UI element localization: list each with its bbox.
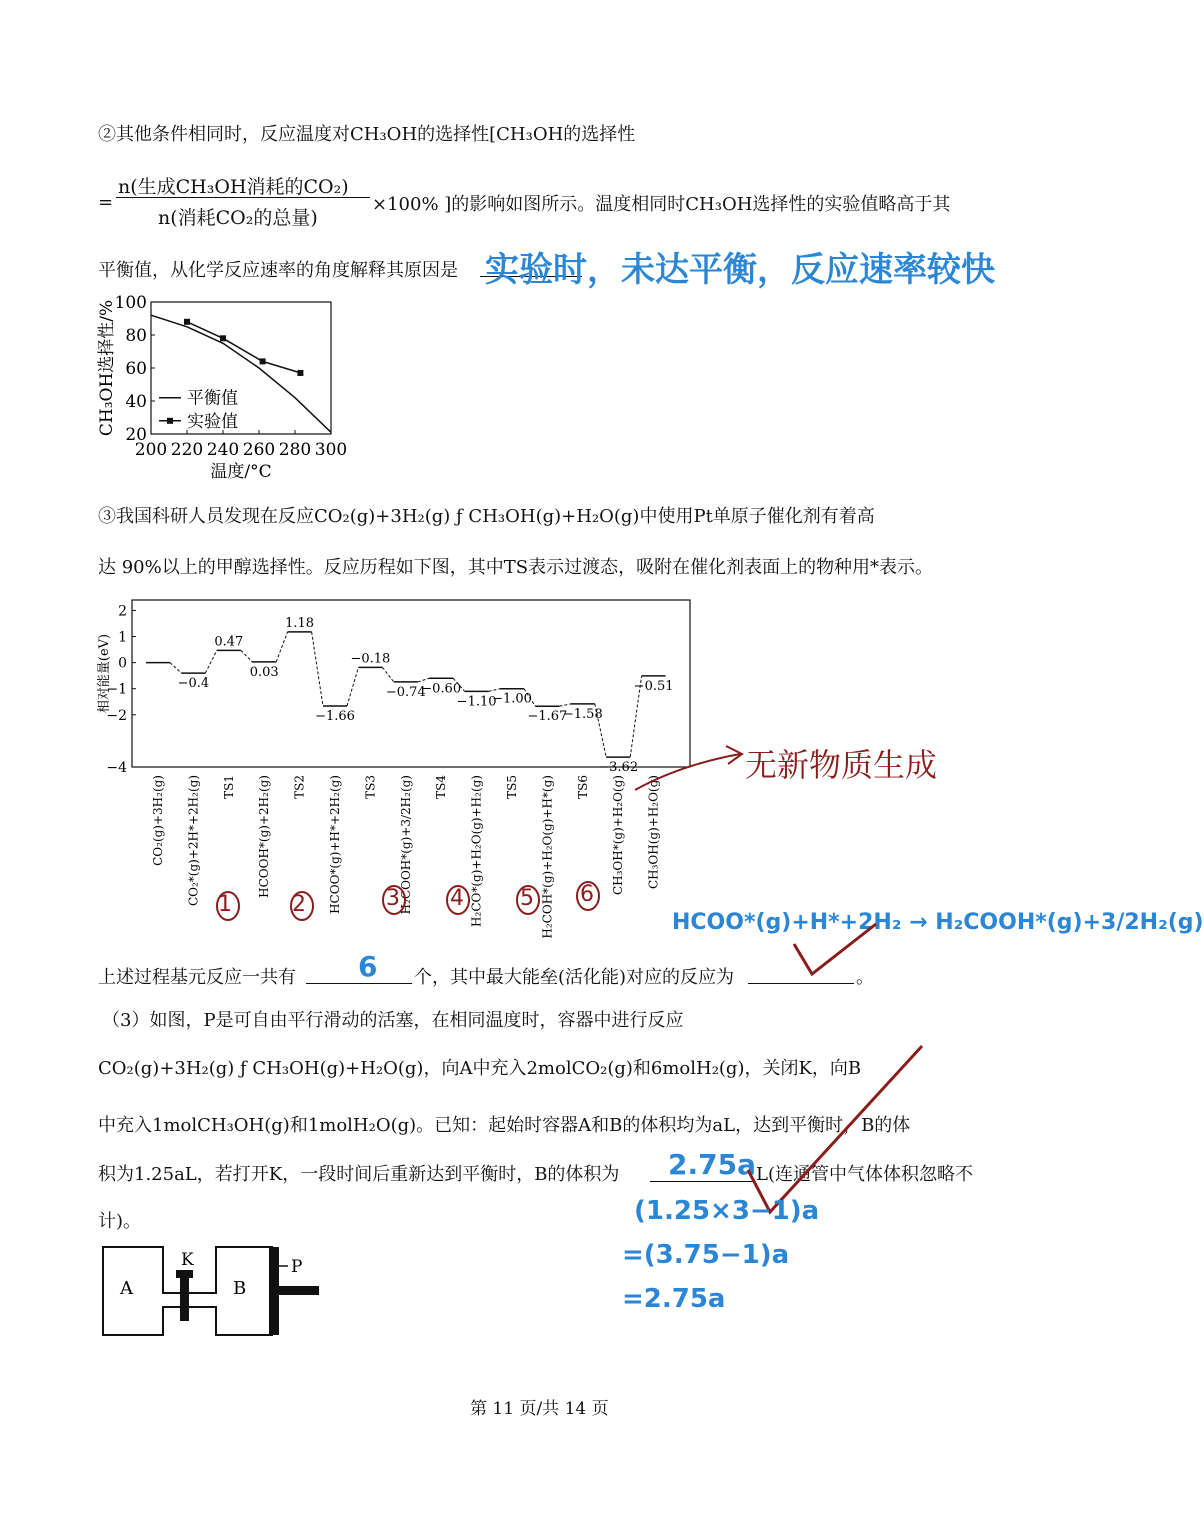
handwritten-volume: 2.75a	[668, 1148, 756, 1181]
y-tick-label: 100	[114, 293, 147, 313]
container-diagram	[100, 1240, 330, 1340]
x-tick-label: 200	[134, 440, 168, 460]
y-tick-label: 20	[125, 425, 147, 445]
category-label: H₂CO*(g)+H₂O(g)+H₂(g)	[469, 775, 484, 927]
y-tick-label: 2	[118, 603, 127, 620]
energy-connector	[312, 632, 323, 706]
label-k: K	[181, 1250, 194, 1270]
step-mark: 5	[520, 886, 534, 911]
step-mark: 1	[218, 892, 232, 917]
q4-line4-b: L(连通管中气体体积忽略不	[756, 1164, 973, 1185]
step-mark: 6	[580, 882, 594, 907]
annot-arrow-icon	[630, 740, 750, 800]
series-experiment-line	[187, 322, 300, 373]
category-label: HCOO*(g)+H*+2H₂(g)	[328, 775, 342, 914]
y-tick-label: 60	[125, 359, 147, 379]
energy-connector	[347, 667, 358, 706]
x-tick-label: 260	[242, 440, 276, 460]
blank-volume	[650, 1181, 754, 1182]
x-tick-label: 240	[206, 440, 240, 460]
y-tick-label: 40	[125, 392, 147, 412]
category-label: CH₃OH(g)+H₂O(g)	[646, 775, 661, 890]
data-label: −0.51	[633, 678, 674, 694]
data-label: −1.67	[527, 709, 568, 725]
plot-frame	[151, 302, 331, 434]
y-tick-label: 80	[125, 326, 147, 346]
handwritten-count: 6	[358, 950, 378, 983]
q3-line3-b: 个，其中最大能垒(活化能)对应的反应为	[414, 967, 735, 988]
handwritten-equation: HCOO*(g)+H*+2H₂ → H₂COOH*(g)+3/2H₂(g)	[672, 910, 1204, 935]
fraction-bar	[116, 197, 370, 198]
step-circles	[212, 880, 622, 924]
category-label: CO₂(g)+3H₂(g)	[151, 775, 165, 866]
legend-marker	[167, 418, 173, 424]
data-label: −1.00	[492, 691, 532, 707]
q3-line3-a: 上述过程基元反应一共有	[98, 967, 296, 988]
category-label: TS1	[221, 775, 236, 799]
label-b: B	[233, 1278, 247, 1299]
q3-line3-c: 。	[856, 967, 874, 988]
energy-profile-chart	[96, 592, 716, 939]
category-label: CO₂*(g)+2H*+2H₂(g)	[186, 775, 201, 907]
data-label: −0.4	[177, 676, 210, 692]
energy-connector	[170, 663, 181, 673]
energy-connector	[382, 667, 393, 682]
data-label: −1.66	[315, 708, 355, 724]
data-label: 1.18	[285, 615, 315, 631]
label-a: A	[120, 1278, 133, 1299]
work-line: =(3.75−1)a	[622, 1240, 790, 1270]
check-mark-icon	[742, 1040, 932, 1220]
data-label: −0.74	[385, 684, 426, 700]
category-label: H₂COH*(g)+H₂O(g)+H*(g)	[540, 775, 555, 939]
category-label: TS2	[292, 775, 307, 799]
q2-frac-den: n(消耗CO₂的总量)	[158, 207, 318, 229]
x-axis-label: 温度/°C	[210, 462, 272, 482]
legend-label: 平衡值	[187, 388, 238, 409]
y-tick-label: −1	[106, 681, 127, 698]
y-axis-label: CH₃OH选择性/%	[97, 299, 117, 437]
energy-connector	[205, 650, 216, 673]
y-axis-label: 相对能量(eV)	[97, 633, 112, 714]
category-label: TS6	[575, 775, 590, 799]
data-label: 0.03	[249, 664, 279, 680]
q4-line3: 中充入1molCH₃OH(g)和1molH₂O(g)。已知：起始时容器A和B的体积均为aL，达到平衡时，B的体	[98, 1115, 911, 1136]
annot-no-new-substance: 无新物质生成	[745, 746, 938, 784]
series-equilibrium-line	[151, 315, 331, 432]
valve-stem	[180, 1273, 189, 1321]
plot-frame	[132, 600, 690, 767]
data-label: −1.10	[456, 694, 497, 710]
selectivity-chart	[96, 292, 366, 492]
work-line: (1.25×3−1)a	[634, 1196, 820, 1226]
q3-line1: ③我国科研人员发现在反应CO₂(g)+3H₂(g) ƒ CH₃OH(g)+H₂O(g)中使用Pt单原子催化剂有着高	[98, 506, 875, 527]
piston	[269, 1247, 279, 1335]
q2-frac-num: n(生成CH₃OH消耗的CO₂)	[118, 176, 349, 198]
valve-handle	[176, 1270, 193, 1278]
q2-frac-prefix: =	[98, 192, 114, 213]
data-point	[260, 358, 266, 364]
piston-rod	[279, 1286, 319, 1295]
category-label: TS3	[363, 775, 378, 799]
y-tick-label: −2	[106, 707, 127, 724]
work-line: =2.75a	[622, 1284, 726, 1314]
step-mark: 4	[450, 886, 464, 911]
category-label: TS5	[505, 775, 519, 799]
data-label: 0.47	[214, 634, 244, 650]
category-label: CH₃OH*(g)+H₂O(g)	[611, 775, 626, 896]
label-p: P	[291, 1257, 303, 1277]
q4-line5: 计)。	[98, 1211, 142, 1232]
category-label: H₂COOH*(g)+3/2H₂(g)	[398, 775, 413, 915]
q2-line1: ②其他条件相同时，反应温度对CH₃OH的选择性[CH₃OH的选择性	[98, 124, 636, 145]
y-tick-label: 1	[118, 629, 127, 646]
y-tick-label: −4	[106, 760, 127, 776]
energy-connector	[241, 650, 252, 661]
data-point	[184, 319, 190, 325]
x-tick-label: 220	[170, 440, 204, 460]
x-tick-label: 280	[278, 440, 312, 460]
x-tick-label: 300	[314, 440, 348, 460]
data-label: −0.18	[350, 651, 391, 667]
q3-line2: 达 90%以上的甲醇选择性。反应历程如下图，其中TS表示过渡态，吸附在催化剂表面上的物种用*表示。	[98, 557, 934, 578]
q4-line1: （3）如图，P是可自由平行滑动的活塞，在相同温度时，容器中进行反应	[102, 1010, 684, 1031]
page-footer: 第 11 页/共 14 页	[470, 1399, 609, 1419]
y-tick-label: 0	[118, 655, 127, 672]
q4-line2: CO₂(g)+3H₂(g) ƒ CH₃OH(g)+H₂O(g)，向A中充入2molCO₂(g)和6molH₂(g)，关闭K，向B	[98, 1058, 862, 1079]
blank-reaction	[748, 983, 854, 984]
handwritten-answer: 实验时，未达平衡，反应速率较快	[485, 250, 995, 290]
q2-line3: 平衡值，从化学反应速率的角度解释其原因是	[98, 260, 458, 281]
data-label: −0.60	[421, 681, 462, 697]
q4-line4-a: 积为1.25aL，若打开K，一段时间后重新达到平衡时，B的体积为	[98, 1164, 620, 1185]
category-label: HCOOH*(g)+2H₂(g)	[257, 775, 272, 898]
step-mark: 3	[386, 886, 400, 911]
step-mark: 2	[292, 892, 306, 917]
energy-connector	[559, 704, 570, 706]
data-label: −3.62	[598, 760, 639, 776]
data-point	[220, 335, 226, 341]
blank-count	[306, 983, 412, 984]
legend-label: 实验值	[187, 411, 238, 432]
category-label: TS4	[434, 775, 449, 799]
energy-connector	[276, 632, 287, 662]
q2-frac-suffix: ×100% ]的影响如图所示。温度相同时CH₃OH选择性的实验值略高于其	[372, 194, 951, 215]
data-label: −1.58	[562, 706, 603, 722]
data-point	[297, 370, 303, 376]
